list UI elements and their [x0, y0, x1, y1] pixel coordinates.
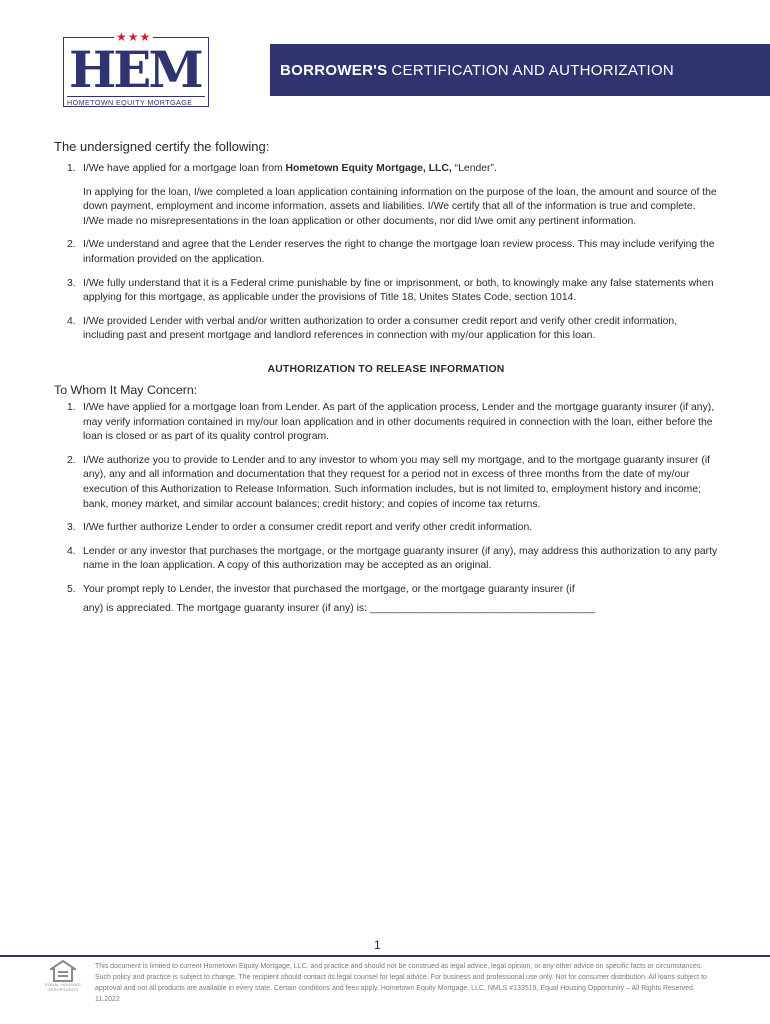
list-item [54, 521, 718, 536]
logo-wordmark: HEM [69, 40, 201, 99]
insurer-blank-line: any) is appreciated. The mortgage guaranty insurer (if any) is: _______________________________________ [83, 603, 596, 615]
item-text: I/We fully understand that it is a Federal crime punishable by fine or imprisonment, or both, to knowingly make any false statements when applying for this mortgage, as applicable under the provisions of Title 18, Unites States Code, section 1014. [83, 277, 714, 304]
item-number: 4. [67, 545, 76, 557]
list-item [54, 162, 718, 229]
footer-divider [0, 955, 770, 957]
item-number: 2. [67, 454, 76, 466]
document-title-banner [270, 44, 770, 96]
item-text: I/We authorize you to provide to Lender and to any investor to whom you may sell my mortgage, and to the mortgage guaranty insurer (if any), any and all information and documentation that they request for a period not in excess of three months from the date of my/our execution of this Authorization to Release Information. Such information includes, but is not limited to, employment history and income; bank, money market, and similar account balances; credit history; and copies of income tax returns. [83, 454, 711, 510]
item-number: 2. [67, 239, 76, 251]
certification-list [54, 162, 718, 344]
list-item [54, 277, 718, 306]
certification-intro: The undersigned certify the following: [54, 139, 270, 154]
lender-name: Hometown Equity Mortgage, LLC, [285, 163, 452, 174]
eho-label: EQUAL HOUSING OPPORTUNITY [45, 982, 81, 992]
logo-tagline: HOMETOWN EQUITY MORTGAGE [67, 96, 205, 107]
list-item [54, 401, 718, 445]
item-number: 1. [67, 401, 76, 413]
salutation: To Whom It May Concern: [54, 382, 198, 397]
item-text: I/We provided Lender with verbal and/or written authorization to order a consumer credit report and verify other credit information, including past and present mortgage and landlord references in connection with my/our application for this loan. [83, 315, 678, 342]
list-item [54, 583, 718, 617]
equal-housing-logo [44, 960, 82, 992]
item-text: In applying for the loan, I/we completed a loan application containing information on the purpose of the loan, the amount and source of the down payment, employment and income information, assets and liabilities. I/We certify that all of the information is true and complete. I/We made no misrepresentations in the loan application or other documents, nor did I/we omit any pertinent information. [83, 186, 717, 227]
item-number: 4. [67, 315, 76, 327]
item-text: I/We understand and agree that the Lender reserves the right to change the mortgage loan review process. This may include verifying the information provided on the application. [83, 239, 715, 265]
item-text: Your prompt reply to Lender, the investor that purchased the mortgage, or the mortgage guaranty insurer (if [83, 583, 575, 595]
title-bold: BORROWER'S [280, 61, 388, 79]
list-item [54, 315, 718, 344]
item-number: 3. [67, 522, 76, 534]
item-text: I/We further authorize Lender to order a consumer credit report and verify other credit information. [83, 522, 533, 534]
logo-stars: ★★★ [116, 30, 152, 44]
list-item [54, 545, 718, 574]
title-rest: CERTIFICATION AND AUTHORIZATION [391, 61, 675, 79]
item-text: I/We have applied for a mortgage loan from Lender. As part of the application process, Lender and the mortgage guaranty insurer (if any), may verify information contained in my/our loan application and in other documents required in connection with the loan, either before the loan is closed or as part of its quality control program. [83, 401, 715, 443]
item-text: Lender or any investor that purchases the mortgage, or the mortgage guaranty insurer (if any), may address this authorization to any party name in the loan application. A copy of this authorization may be accepted as an original. [83, 545, 718, 572]
page-number: 1 [374, 938, 381, 952]
item-number: 3. [67, 277, 76, 289]
company-logo [63, 30, 209, 107]
list-item [54, 238, 718, 267]
footer-disclaimer: This document is limited to current Hometown Equity Mortgage, LLC. and practice and should not be construed as legal advice, legal opinion, or any other advice on specific facts or circumstances. Such policy and practice is subject to change. The recipient should contact its legal counsel for legal advice. For business and professional use only. Not for consumer distribution. All loans subject to approval and not all products are available in every state. Certain conditions and fees apply. Hometown Equity Mortgage, LLC, NMLS #133519, Equal Housing Opportunity – All Rights Reserved. 11.2022 [95, 963, 707, 1003]
house-icon [50, 960, 76, 982]
list-item [54, 454, 718, 512]
authorization-list [54, 401, 718, 617]
item-text: I/We have applied for a mortgage loan from Hometown Equity Mortgage, LLC, “Lender”. [83, 163, 497, 174]
document-body [54, 139, 718, 626]
item-number: 1. [67, 163, 76, 174]
item-number: 5. [67, 583, 76, 595]
section-title: AUTHORIZATION TO RELEASE INFORMATION [267, 363, 505, 375]
